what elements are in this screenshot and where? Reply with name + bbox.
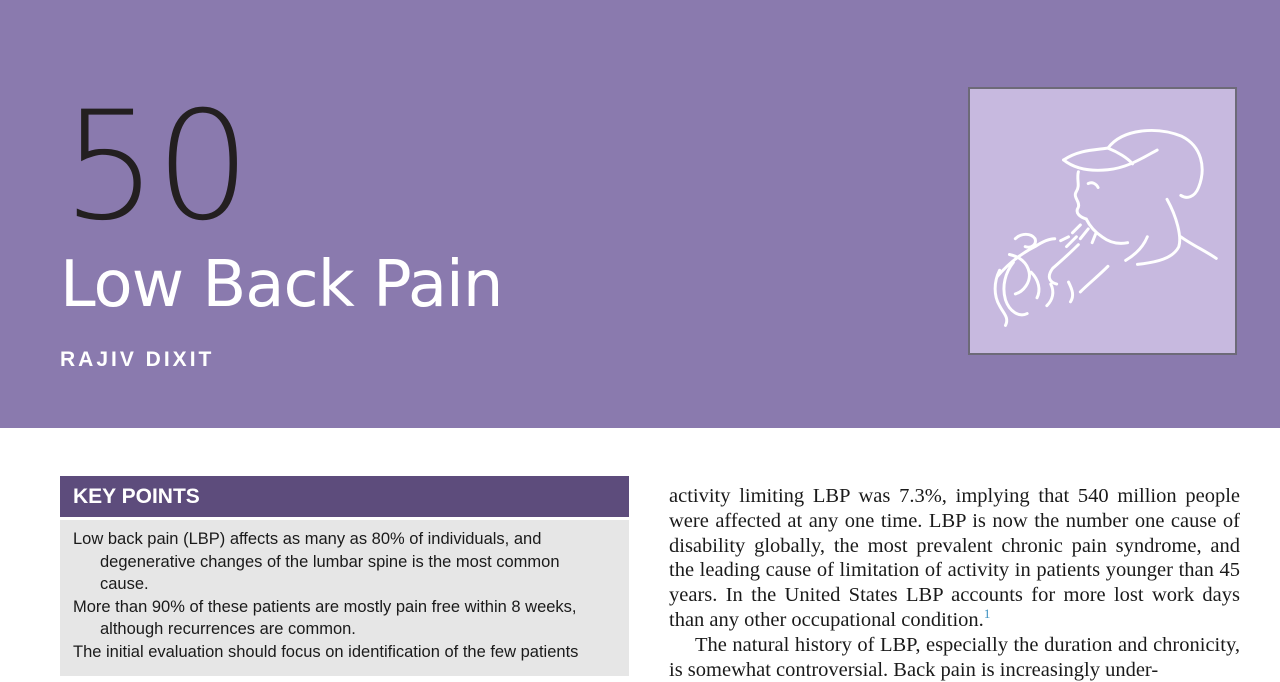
key-point-item: More than 90% of these patients are mostly pain free within 8 weeks, although recurrences are common. [73,597,577,638]
key-point-item: The initial evaluation should focus on identification of the few patients [73,642,579,661]
chapter-author: RAJIV DIXIT [60,348,215,371]
key-points-box [60,476,629,676]
reference-link[interactable]: 1 [983,606,991,622]
figure-sketch-icon [968,87,1237,355]
body-paragraph-text: activity limiting LBP was 7.3%, implying that 540 million people were affected at any one time. LBP is now the number one cause of disability globally, the most prevalent chronic pain syndrome, and the leading cause of limitation of activity in patients younger than 45 years. In the United States LBP accounts for more lost work days than any other occupational condition. [669,485,1240,631]
key-point-item: Low back pain (LBP) affects as many as 80% of individuals, and degenerative changes of the lumbar spine is the most common cause. [73,530,560,593]
body-text-column [669,484,1240,682]
key-points-list [60,520,629,663]
key-points-heading: KEY POINTS [60,476,629,520]
chapter-title: Low Back Pain [60,248,503,322]
chapter-number: 50 [62,80,249,254]
body-paragraph: The natural history of LBP, especially the duration and chronicity, is somewhat controversial. Back pain is increasingly under- [669,633,1240,681]
body-paragraph [669,484,1240,633]
